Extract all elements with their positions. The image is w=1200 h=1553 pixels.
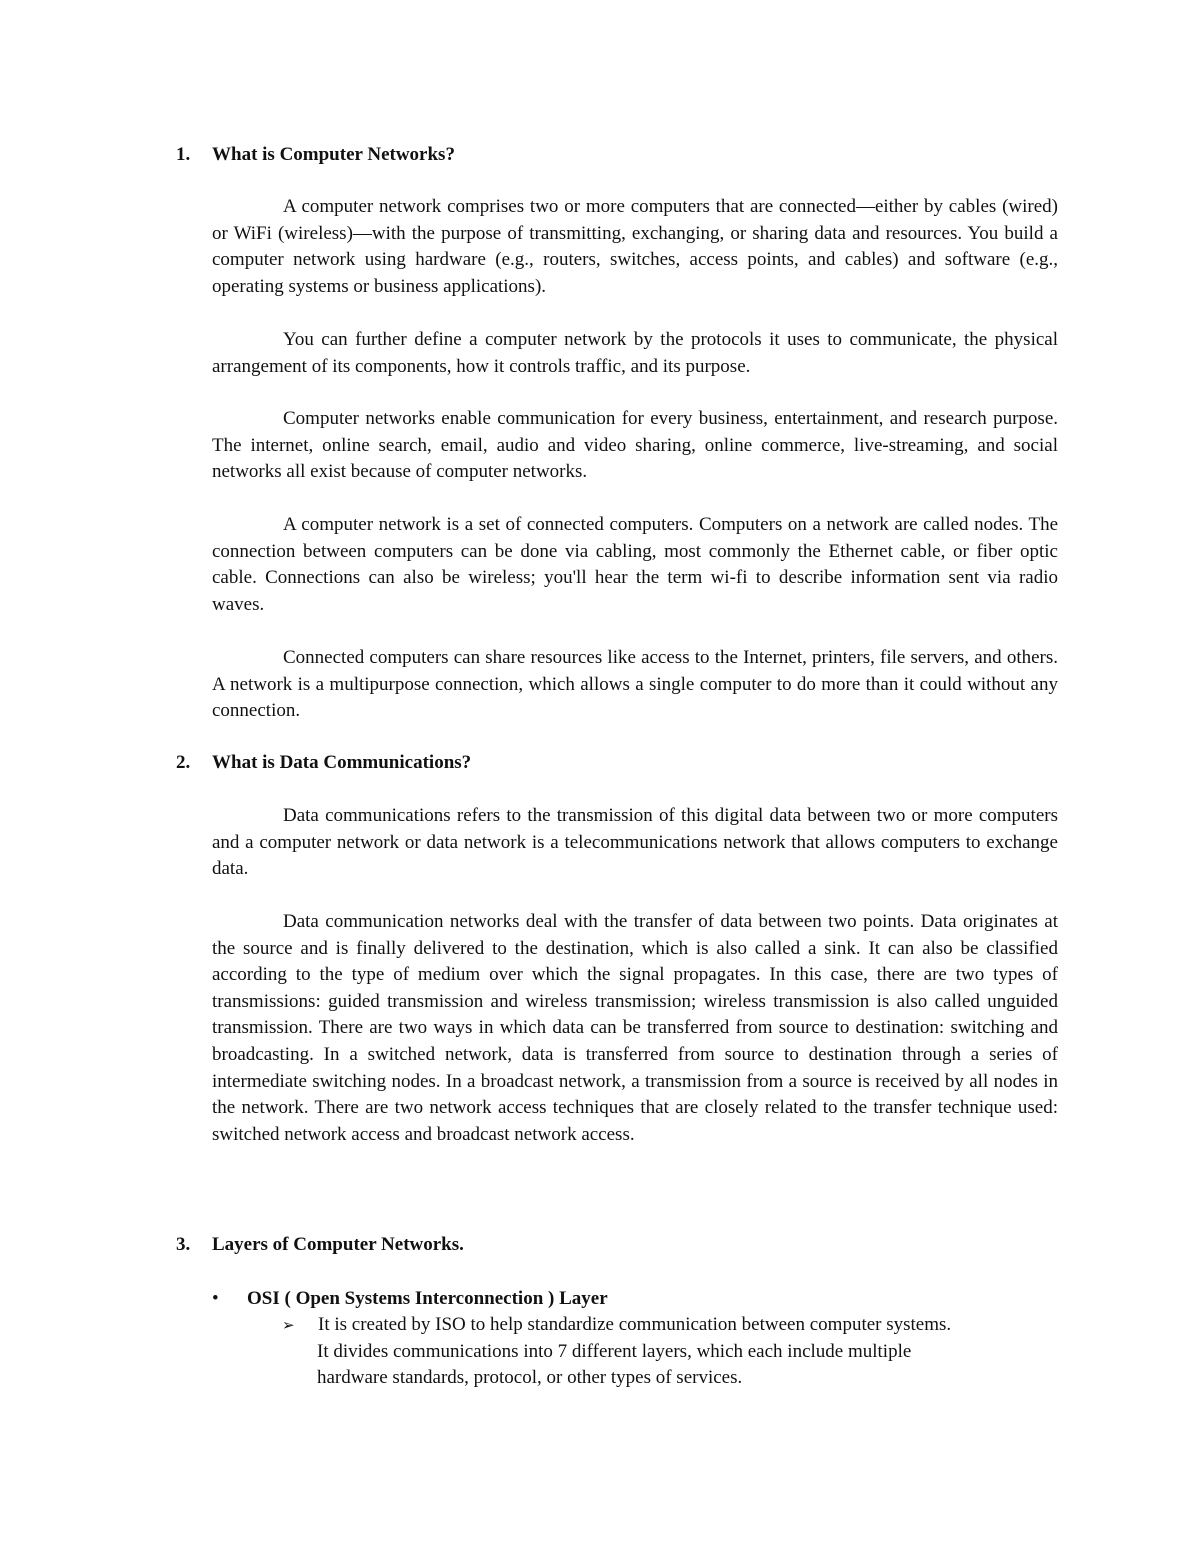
section-1-heading (176, 142, 455, 168)
section-2-heading (176, 750, 471, 776)
section-2-paragraph-2: Data communication networks deal with the transfer of data between two points. Data originates at the source and is finally delivered to the destination, which is also called a sink. It can also be classified according to the type of medium over which the signal propagates. In this case, there are two types of transmissions: guided transmission and wireless transmission; wireless transmission is also called unguided transmission. There are two ways in which data can be transferred from source to destination: switching and broadcasting. In a switched network, data is transferred from source to destination through a series of intermediate switching nodes. In a broadcast network, a transmission from a source is received by all nodes in the network. There are two network access techniques that are closely related to the transfer technique used: switched network access and broadcast network access. (212, 911, 1058, 1145)
section-1-paragraph-1: A computer network comprises two or more computers that are connected—either by cables (wired) or WiFi (wireless)—with the purpose of transmitting, exchanging, or sharing data and resources. You build a computer network using hardware (e.g., routers, switches, access points, and cables) and software (e.g., operating systems or business applications). (212, 196, 1058, 297)
bullet-dot-icon: • (212, 1288, 219, 1309)
section-3-heading (176, 1232, 464, 1258)
section-1-paragraph-4: A computer network is a set of connected computers. Computers on a network are called nodes. The connection between computers can be done via cabling, most commonly the Ethernet cable, or fiber optic cable. Connections can also be wireless; you'll hear the term wi-fi to describe information sent via radio waves. (212, 514, 1058, 615)
section-3-title: Layers of Computer Networks. (212, 1234, 464, 1255)
osi-sub-item (282, 1312, 1062, 1392)
arrow-bullet-icon: ➢ (282, 1316, 295, 1334)
section-2-paragraph-1: Data communications refers to the transmission of this digital data between two or more computers and a computer network or data network is a telecommunications network that allows computers to exchange data. (212, 805, 1058, 880)
osi-sub-item-line-1: It is created by ISO to help standardize communication between computer systems. (318, 1314, 952, 1335)
section-1-title: What is Computer Networks? (212, 144, 455, 165)
section-1-number: 1. (176, 144, 191, 165)
osi-bullet-label: OSI ( Open Systems Interconnection ) Layer (247, 1288, 608, 1309)
section-3-number: 3. (176, 1234, 191, 1255)
osi-sub-item-line-3: hardware standards, protocol, or other types of services. (317, 1367, 743, 1389)
section-2-title: What is Data Communications? (212, 752, 472, 773)
section-2-number: 2. (176, 752, 191, 773)
osi-sub-item-line-2: It divides communications into 7 different layers, which each include multiple (317, 1340, 912, 1362)
section-1-paragraph-3: Computer networks enable communication for every business, entertainment, and research purpose. The internet, online search, email, audio and video sharing, online commerce, live-streaming, and social networks all exist because of computer networks. (212, 408, 1058, 483)
osi-bullet-item (212, 1286, 608, 1312)
section-1-paragraph-5: Connected computers can share resources like access to the Internet, printers, file servers, and others. A network is a multipurpose connection, which allows a single computer to do more than it could without any connection. (212, 647, 1058, 722)
section-1-paragraph-2: You can further define a computer network by the protocols it uses to communicate, the physical arrangement of its components, how it controls traffic, and its purpose. (212, 329, 1058, 377)
